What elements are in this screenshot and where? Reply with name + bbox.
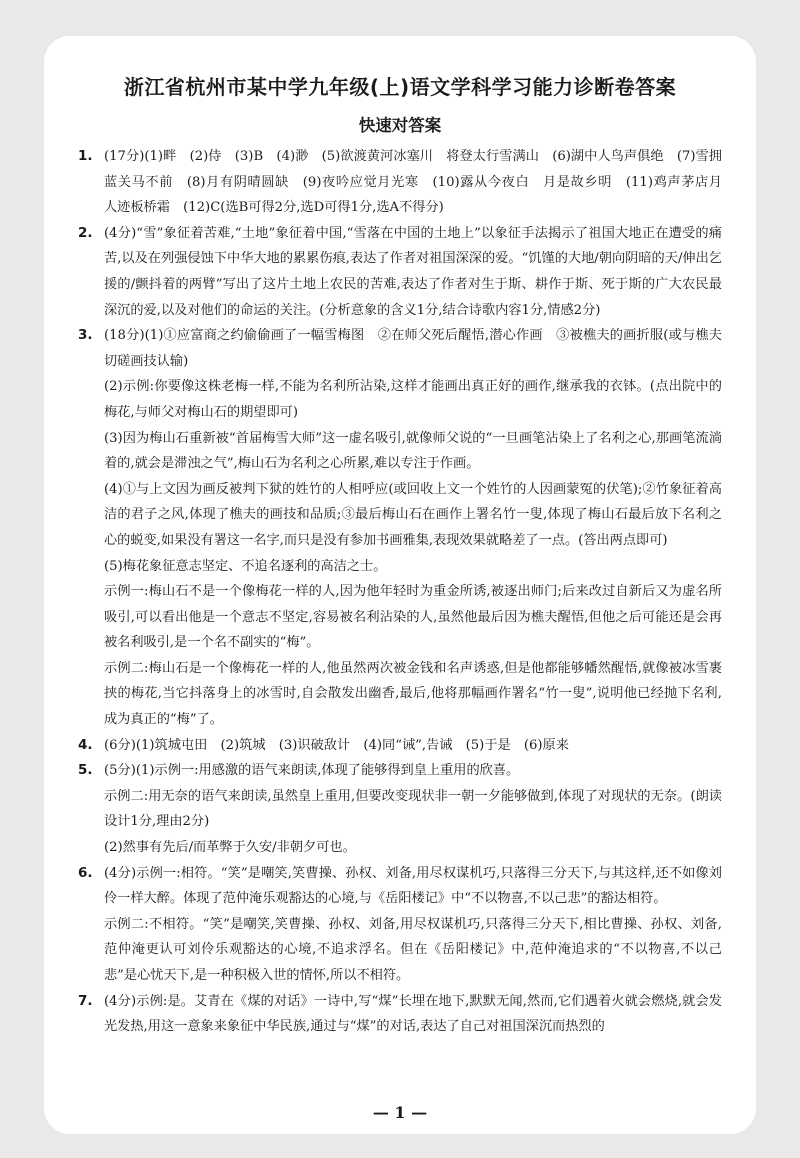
answer-number: 1. (78, 148, 93, 164)
answer-paragraph: (4)①与上文因为画反被判下狱的姓竹的人相呼应(或回收上文一个姓竹的人因画蒙冤的伏笔);②竹象征着高洁的君子之风,体现了樵夫的画技和品质;③最后梅山石在画作上署名竹一叟,体现了梅山石最后放下名利之心的蜕变,如果没有署这一名字,而只是没有参加书画雅集,表现效果就略差了一点。(答出两点即可) (104, 481, 722, 548)
answer-paragraph: 示例二:不相符。“笑”是嘲笑,笑曹操、孙权、刘备,用尽权谋机巧,只落得三分天下,相比曹操、孙权、刘备,范仲淹更认可刘伶乐观豁达的心境,不追求浮名。但在《岳阳楼记》中,范仲淹追求的“不以物喜,不以己悲”是心忧天下,是一种积极入世的情怀,所以不相符。 (104, 916, 722, 983)
answer-paragraph: (5分)(1)示例一:用感激的语气来朗读,体现了能够得到皇上重用的欣喜。 (104, 763, 520, 779)
answer-paragraph: (4分)示例一:相符。“笑”是嘲笑,笑曹操、孙权、刘备,用尽权谋机巧,只落得三分天下,与其这样,还不如像刘伶一样大醉。体现了范仲淹乐观豁达的心境,与《岳阳楼记》中“不以物喜,不以己悲”的豁达相符。 (104, 865, 722, 907)
answer-number: 6. (78, 864, 93, 881)
answer-number: 2. (78, 224, 93, 241)
answer-paragraph: (2)然事有先后/而革弊于久安/非朝夕可也。 (104, 840, 356, 856)
answer-number: 3. (78, 327, 93, 344)
answer-item (78, 323, 722, 733)
answer-paragraph: (17分)(1)畔 (2)侍 (3)B (4)渺 (5)欲渡黄河冰塞川 将登太行雪满山 (6)湖中人鸟声俱绝 (7)雪拥蓝关马不前 (8)月有阴晴圆缺 (9)夜吟应觉月光寒 (10)露从今夜白 月是故乡明 (11)鸡声茅店月 人迹板桥霜 (12)C(选B可得2分,选D可得1分,选A不得分) (104, 149, 736, 216)
answer-item (78, 758, 722, 860)
answer-sheet-page (44, 36, 756, 1134)
answer-paragraph: (4分)“雪”象征着苦难,“土地”象征着中国,“雪落在中国的土地上”以象征手法揭示了祖国大地正在遭受的痛苦,以及在列强侵蚀下中华大地的累累伤痕,表达了作者对祖国深深的爱。“饥馑的大地/朝向阴暗的天/伸出乞援的/颤抖着的两臂”写出了这片土地上农民的苦难,表达了作者对生于斯、耕作于斯、死于斯的广大农民最深沉的爱,以及对他们的命运的关注。(分析意象的含义1分,结合诗歌内容1分,情感2分) (104, 225, 722, 318)
question-list (78, 144, 736, 1040)
answer-number: 7. (78, 992, 93, 1009)
answer-number: 5. (78, 762, 93, 779)
answer-paragraph: 示例二:用无奈的语气来朗读,虽然皇上重用,但要改变现状非一朝一夕能够做到,体现了对现状的无奈。(朗读设计1分,理由2分) (104, 788, 722, 830)
answer-paragraph: (5)梅花象征意志坚定、不追名逐利的高洁之士。 (104, 558, 387, 574)
answer-paragraph: (2)示例:你要像这株老梅一样,不能为名利所沾染,这样才能画出真正好的画作,继承我的衣钵。(点出院中的梅花,与师父对梅山石的期望即可) (104, 379, 722, 420)
answer-item (78, 733, 722, 759)
document-title: 浙江省杭州市某中学九年级(上)语文学科学习能力诊断卷答案 (123, 75, 677, 99)
answer-number: 4. (78, 736, 93, 753)
page-number: — 1 — (372, 1103, 428, 1122)
answer-item (78, 989, 722, 1040)
answer-paragraph: 示例二:梅山石是一个像梅花一样的人,他虽然两次被金钱和名声诱惑,但是他都能够幡然醒悟,就像被冰雪裹挟的梅花,当它抖落身上的冰雪时,自会散发出幽香,最后,他将那幅画作署名“竹一叟”,说明他已经抛下名利,成为真正的“梅”了。 (104, 660, 722, 728)
answer-paragraph: (4分)示例:是。艾青在《煤的对话》一诗中,写“煤”长埋在地下,默默无闻,然而,它们遇着火就会燃烧,就会发光发热,用这一意象来象征中华民族,通过与“煤”的对话,表达了自己对祖国深沉而热烈的 (104, 993, 722, 1035)
answer-paragraph: (3)因为梅山石重新被“首届梅雪大师”这一虚名吸引,就像师父说的“一旦画笔沾染上了名利之心,那画笔流淌着的,就会是滞浊之气”,梅山石为名利之心所累,难以专注于作画。 (104, 430, 722, 472)
section-title: 快速对答案 (358, 116, 442, 135)
answer-item (78, 221, 722, 323)
answer-item (78, 144, 736, 221)
answer-paragraph: (18分)(1)①应富商之约偷偷画了一幅雪梅图 ②在师父死后醒悟,潜心作画 ③被樵夫的画折服(或与樵夫切磋画技认输) (104, 328, 722, 369)
answer-paragraph: (6分)(1)筑城屯田 (2)筑城 (3)识破敌计 (4)同“诫”,告诫 (5)于是 (6)原来 (104, 737, 569, 753)
answer-paragraph: 示例一:梅山石不是一个像梅花一样的人,因为他年轻时为重金所诱,被逐出师门;后来改过自新后又为虚名所吸引,可以看出他是一个意志不坚定,容易被名利沾染的人,虽然他最后因为樵夫醒悟,但他之后可能还是会再被名利吸引,是一个名不副实的“梅”。 (104, 584, 722, 651)
answer-item (78, 861, 722, 989)
